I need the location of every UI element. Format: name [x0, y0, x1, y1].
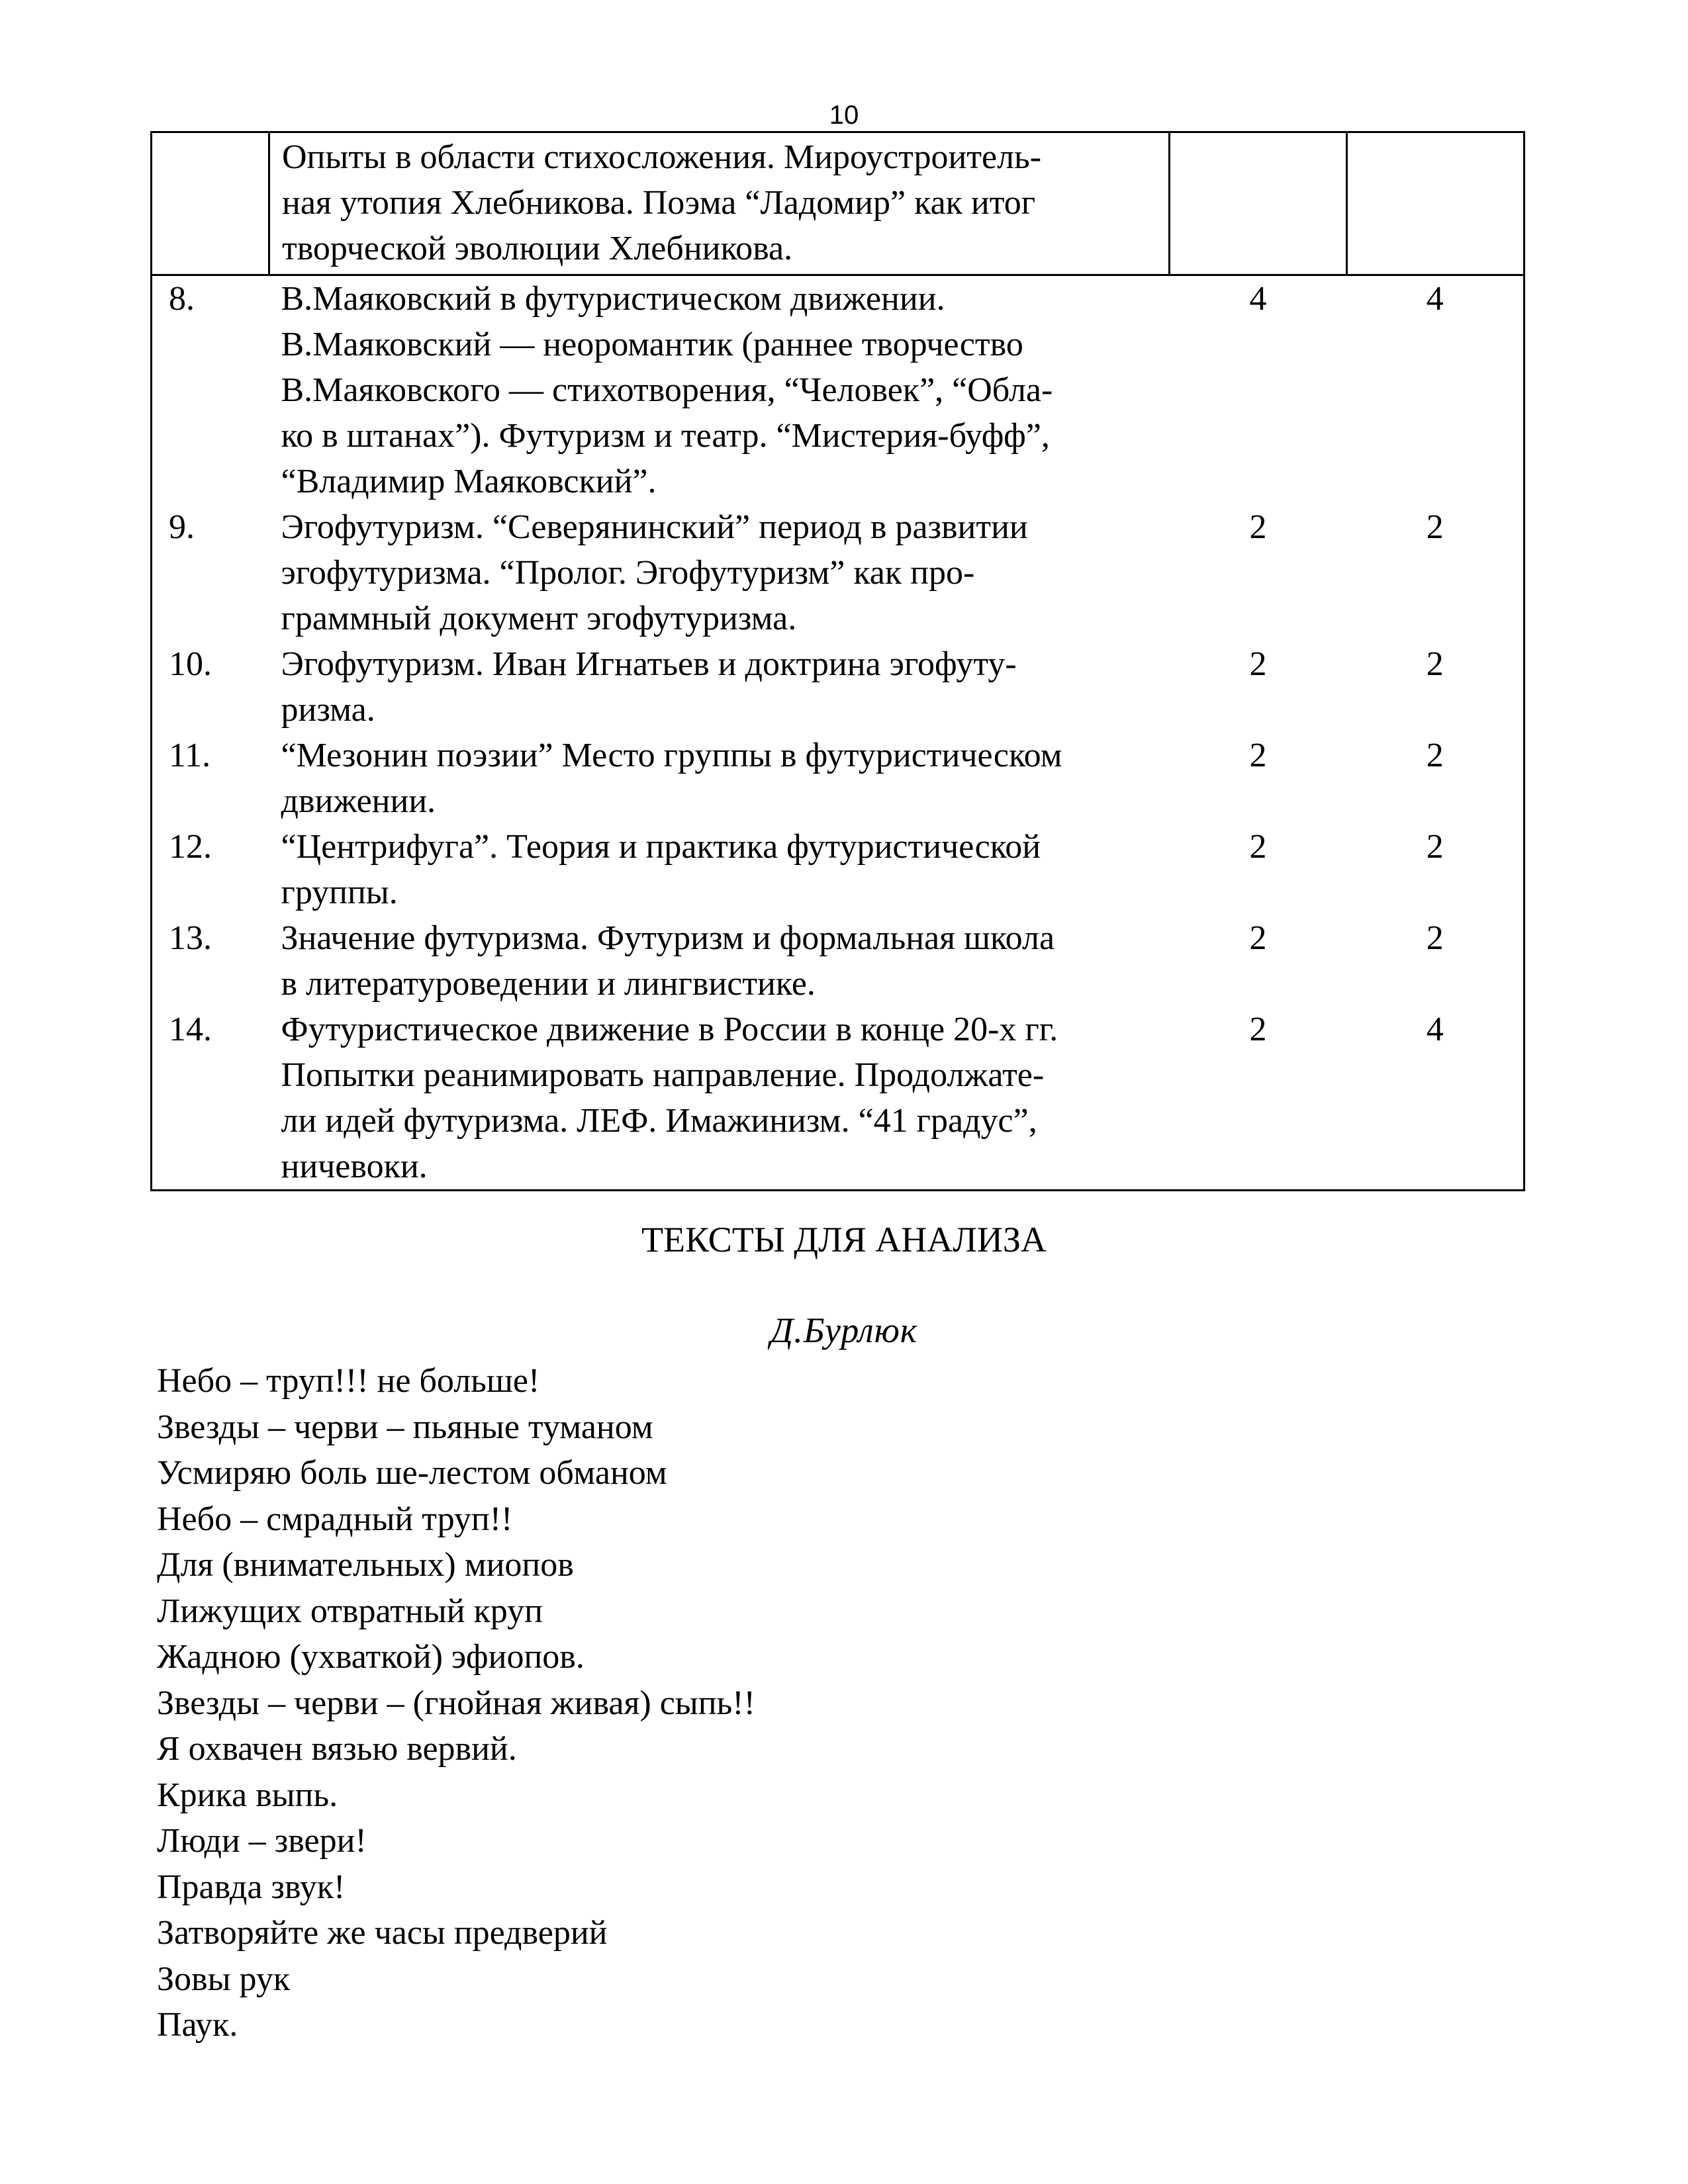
poem-line: Для (внимательных) миопов [157, 1546, 574, 1584]
topic-line: движении. [281, 782, 436, 820]
table-row [152, 824, 1524, 915]
table-row [152, 1007, 1524, 1191]
topic-line: Опыты в области стихосложения. Мироустроитель- [282, 138, 1042, 176]
topic-line: “Владимир Маяковский”. [281, 463, 657, 500]
topic-line: ли идей футуризма. ЛЕФ. Имажинизм. “41 градус”, [281, 1102, 1037, 1140]
hours-1: 2 [1170, 1007, 1347, 1191]
poem-line: Звезды – черви – пьяные туманом [157, 1408, 653, 1446]
table-row [152, 733, 1524, 824]
hours-1: 2 [1249, 828, 1267, 866]
topic-line: Эгофутуризм. Иван Игнатьев и доктрина эгофуту- [281, 645, 1017, 683]
topic-line: ко в штанах”). Футуризм и театр. “Мистерия-буфф”, [281, 417, 1050, 455]
topic-cell [269, 915, 1170, 1007]
topic-line: ризма. [281, 691, 375, 729]
row-number: 8. [152, 275, 269, 505]
topic-line: в литературоведении и лингвистике. [281, 965, 816, 1003]
hours-2: 4 [1347, 275, 1524, 505]
poem-line: Паук. [157, 2006, 238, 2044]
table-row [152, 275, 1524, 505]
topic-cell [269, 132, 1170, 275]
syllabus-table [150, 131, 1525, 1191]
hours-2: 2 [1347, 733, 1524, 824]
row-number: 11. [152, 733, 269, 824]
hours-2: 2 [1347, 641, 1524, 733]
poem-line: Люди – звери! [157, 1822, 367, 1860]
topic-line: эгофутуризма. “Пролог. Эгофутуризм” как про- [281, 554, 975, 592]
poem-line: Небо – труп!!! не больше! [157, 1362, 540, 1400]
table-row [152, 504, 1524, 641]
table-row [152, 915, 1524, 1007]
hours-1: 2 [1249, 919, 1267, 957]
hours-2: 2 [1347, 824, 1524, 915]
topic-line: В.Маяковского — стихотворения, “Человек”, “Обла- [281, 371, 1053, 409]
syllabus-table-body [152, 132, 1524, 1191]
hours-1: 2 [1249, 508, 1267, 546]
row-number: 14. [152, 1007, 269, 1191]
topic-cell [269, 504, 1170, 641]
poem-line: Правда звук! [157, 1868, 346, 1906]
topic-line: “Центрифуга”. Теория и практика футуристической [281, 828, 1041, 866]
topic-cell [269, 1007, 1170, 1191]
topic-cell [269, 641, 1170, 733]
topic-line: творческой эволюции Хлебникова. [282, 230, 793, 267]
section-title: ТЕКСТЫ ДЛЯ АНАЛИЗА [641, 1220, 1047, 1259]
hours-2: 2 [1347, 504, 1524, 641]
hours-1: 2 [1249, 737, 1267, 774]
hours-2: 2 [1347, 915, 1524, 1007]
hours-1: 2 [1249, 645, 1267, 683]
poem-line: Крика выпь. [157, 1776, 338, 1814]
hours-1: 4 [1249, 280, 1267, 318]
poem-line: Лижущих отвратный круп [157, 1592, 543, 1630]
topic-line: В.Маяковский — неоромантик (раннее творчество [281, 326, 1023, 363]
row-number-cell [152, 132, 269, 275]
topic-line: граммный документ эгофутуризма. [281, 600, 797, 637]
topic-line: В.Маяковский в футуристическом движении. [281, 280, 945, 318]
topic-line: Футуристическое движение в России в конце 20-х гг. [281, 1011, 1058, 1048]
topic-cell [269, 824, 1170, 915]
poem-line: Я охвачен вязью вервий. [157, 1730, 517, 1768]
topic-cell [269, 275, 1170, 505]
topic-line: ничевоки. [281, 1148, 428, 1185]
topic-line: группы. [281, 874, 398, 911]
poem-line: Зовы рук [157, 1960, 291, 1998]
topic-line: “Мезонин поэзии” Место группы в футуристическом [281, 737, 1062, 774]
hours-cell [1347, 132, 1524, 275]
row-number: 10. [152, 641, 269, 733]
table-row [152, 641, 1524, 733]
poem-line: Усмиряю боль ше-лестом обманом [157, 1454, 667, 1492]
topic-line: Значение футуризма. Футуризм и формальная школа [281, 919, 1055, 957]
hours-2: 4 [1347, 1007, 1524, 1191]
poem-line: Небо – смрадный труп!! [157, 1500, 513, 1538]
hours-cell [1170, 132, 1347, 275]
row-number: 9. [152, 504, 269, 641]
poem-line: Затворяйте же часы предверий [157, 1914, 608, 1952]
poem-line: Звезды – черви – (гнойная живая) сыпь!! [157, 1684, 755, 1722]
topic-line: Попытки реанимировать направление. Продолжате- [281, 1056, 1045, 1094]
row-number: 12. [152, 824, 269, 915]
page-number: 10 [829, 101, 859, 130]
topic-line: Эгофутуризм. “Северянинский” период в развитии [281, 508, 1028, 546]
poem-line: Жадною (ухваткой) эфиопов. [157, 1638, 585, 1676]
table-row-continuation [152, 132, 1524, 275]
row-number: 13. [152, 915, 269, 1007]
poem [157, 1358, 755, 2048]
topic-cell [269, 733, 1170, 824]
topic-line: ная утопия Хлебникова. Поэма “Ладомир” как итог [282, 184, 1036, 222]
poem-author: Д.Бурлюк [770, 1310, 918, 1350]
